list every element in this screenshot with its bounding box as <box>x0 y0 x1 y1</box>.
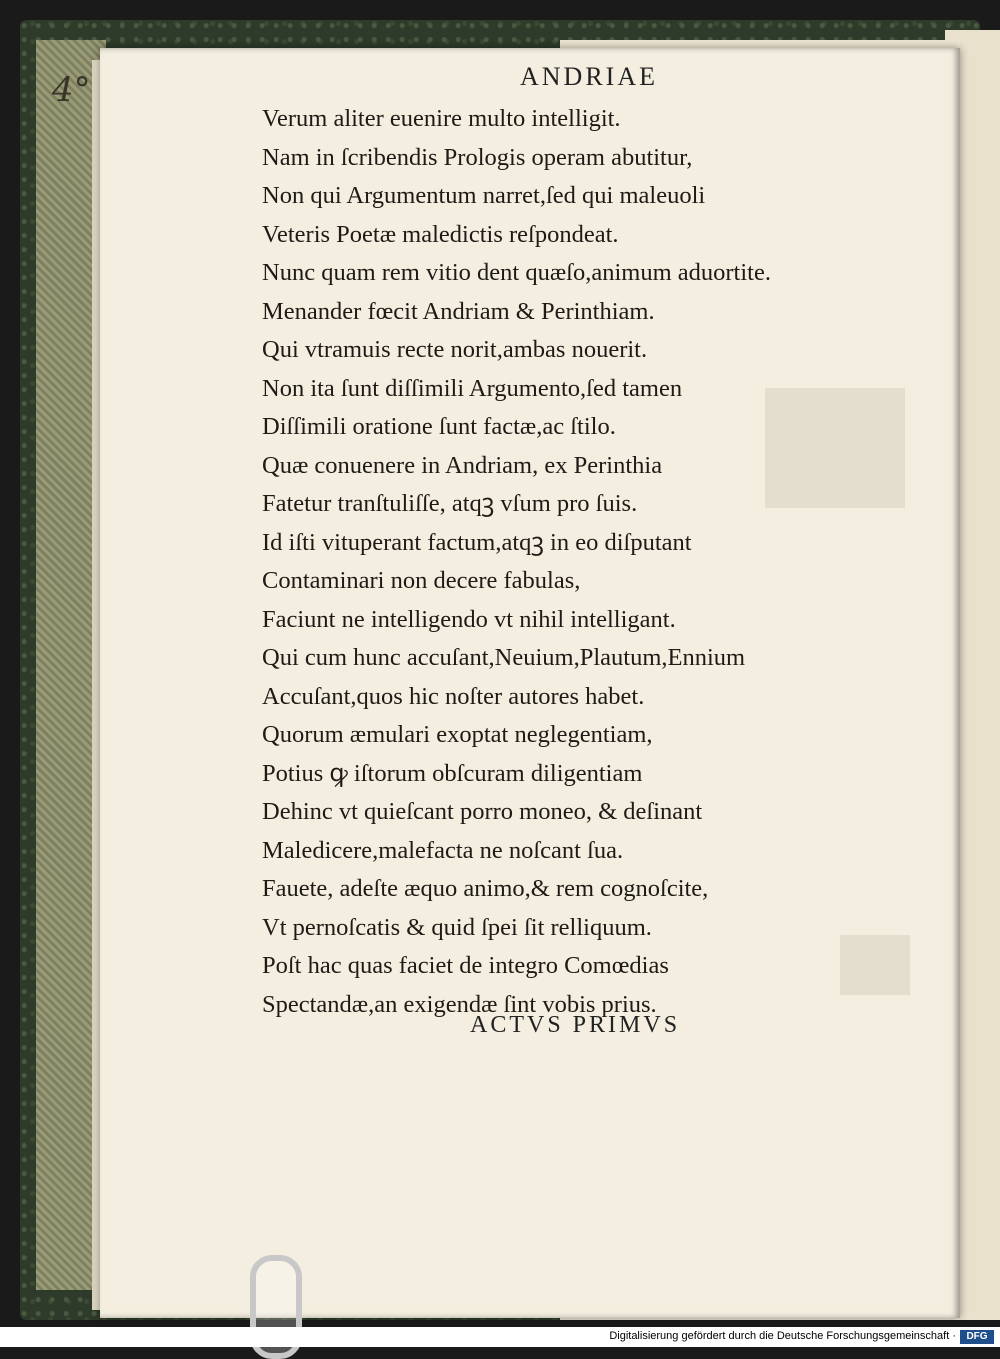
verse-line: Qui vtramuis recte norit,ambas nouerit. <box>262 336 648 363</box>
verse-line: Nam in ſcribendis Prologis operam abutitur, <box>262 143 693 171</box>
verse-line: Maledicere,malefacta ne noſcant ſua. <box>262 836 624 864</box>
verse-line: Non ita ſunt diſſimili Argumento,ſed tamen <box>262 374 683 402</box>
verse-line: Dehinc vt quieſcant porro moneo, & deſinant <box>262 798 703 825</box>
dfg-logo: DFG <box>960 1330 994 1344</box>
verse-line: Verum aliter euenire multo intelligit. <box>262 105 621 132</box>
show-through-initial <box>840 935 910 995</box>
credit-bar <box>0 1327 1000 1347</box>
verse-line: Contaminari non decere fabulas, <box>262 567 581 594</box>
verse-line: Nunc quam rem vitio dent quæſo,animum aduortite. <box>262 259 771 286</box>
verse-line: Non qui Argumentum narret,ſed qui maleuoli <box>262 182 706 209</box>
verse-line: Qui cum hunc accuſant,Neuium,Plautum,Ennium <box>262 644 746 671</box>
verse-line: Poſt hac quas faciet de integro Comœdias <box>262 952 669 979</box>
verse-line: Faciunt ne intelligendo vt nihil intelligant. <box>262 605 676 633</box>
verse-line: Veteris Poetæ maledictis reſpondeat. <box>262 220 619 248</box>
show-through-woodcut <box>765 388 905 508</box>
shelfmark-note: 4° <box>52 70 91 110</box>
running-header: ANDRIAE <box>520 62 658 91</box>
verse-line: Potius ꝙ iſtorum obſcuram diligentiam <box>262 759 643 787</box>
credit-text: Digitalisierung gefördert durch die Deutsche Forschungsgemeinschaft · <box>609 1330 956 1342</box>
verse-line: Fauete, adeſte æquo animo,& rem cognoſcite, <box>262 875 709 902</box>
verse-line: Diſſimili oratione ſunt factæ,ac ſtilo. <box>262 413 616 440</box>
verse-line: Id iſti vituperant factum,atqꝫ in eo diſputant <box>262 528 692 556</box>
verse-line: Accuſant,quos hic noſter autores habet. <box>262 682 645 710</box>
verse-list <box>262 100 771 1024</box>
verse-line: Vt pernoſcatis & quid ſpei ſit relliquum. <box>262 913 652 941</box>
verse-line: Fatetur tranſtuliſſe, atqꝫ vſum pro ſuis. <box>262 490 638 517</box>
verse-line: Spectandæ,an exigendæ ſint vobis prius. <box>262 990 657 1018</box>
verse-line: Quæ conuenere in Andriam, ex Perinthia <box>262 451 663 479</box>
verse-line: Quorum æmulari exoptat neglegentiam, <box>262 721 653 748</box>
act-heading: ACTVS PRIMVS <box>470 1012 681 1038</box>
verse-line: Menander fœcit Andriam & Perinthiam. <box>262 297 655 325</box>
